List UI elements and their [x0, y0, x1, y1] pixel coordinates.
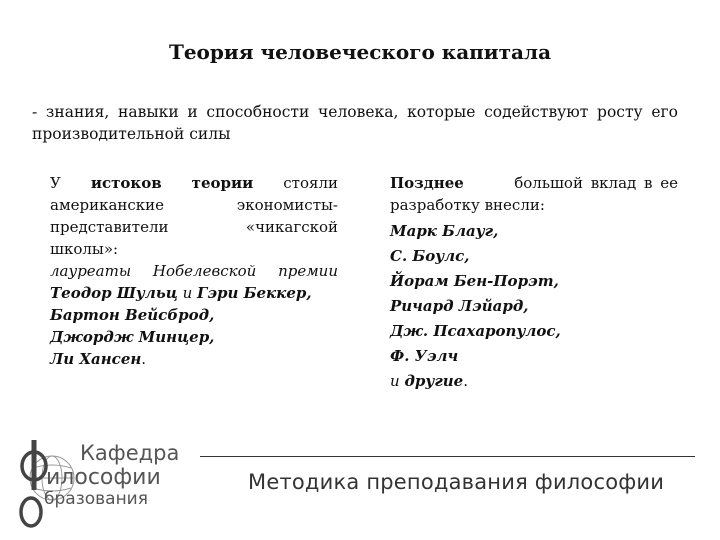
department-logo — [18, 438, 188, 528]
footer-divider — [200, 456, 695, 457]
name-mincer: Джордж Минцер, — [50, 328, 215, 346]
laureate-line-1 — [50, 282, 338, 304]
others-line — [390, 369, 678, 394]
left-word-istokov: истоков — [90, 174, 162, 192]
left-word-stoyali: стояли — [283, 174, 338, 192]
period: . — [141, 350, 147, 368]
contributor-blaug: Марк Блауг, — [390, 222, 499, 240]
omicron-letter-icon — [21, 498, 41, 526]
right-line-2: разработку внесли: — [390, 196, 545, 214]
right-line-1 — [390, 172, 678, 194]
logo-line-3: бразования — [44, 489, 148, 509]
footer-course-title: Методика преподавания философии — [248, 470, 665, 494]
left-line-1 — [50, 172, 338, 194]
contributor-bowles: С. Боулс, — [390, 247, 470, 265]
left-line-2: американские экономисты- — [50, 196, 338, 214]
name-weisbrod: Бартон Вейсброд, — [50, 306, 215, 324]
laureate-schultz: Теодор Шульц — [50, 284, 178, 302]
right-line-1-rest: большой вклад в ее — [514, 174, 678, 192]
left-word-teorii: теории — [191, 174, 254, 192]
right-column — [390, 172, 678, 394]
name-hansen: Ли Хансен — [50, 350, 142, 368]
contributor-ben-porath: Йорам Бен-Порэт, — [390, 272, 559, 290]
laureates-label: лауреаты Нобелевской премии — [50, 262, 338, 280]
contributor-welch: Ф. Уэлч — [390, 347, 459, 365]
period-right: . — [463, 372, 469, 390]
left-line-3: представители «чикагской — [50, 218, 338, 236]
definition-text: - знания, навыки и способности человека, которые содействуют росту его производительной силы — [32, 103, 678, 143]
name-hansen-line — [50, 348, 338, 370]
contributor-layard: Ричард Лэйард, — [390, 297, 529, 315]
laureate-becker: Гэри Беккер, — [197, 284, 312, 302]
logo-line-2: илософии — [46, 465, 161, 490]
logo-graphic — [18, 438, 188, 528]
logo-line-1: Кафедра — [80, 441, 180, 465]
conjunction-and: и — [182, 284, 193, 302]
right-word-pozdnee: Позднее — [390, 174, 464, 192]
left-line-4: школы»: — [50, 240, 119, 258]
left-column — [50, 172, 338, 370]
contributors-list — [390, 219, 678, 394]
contributor-psacharopoulos: Дж. Псахаропулос, — [390, 322, 561, 340]
others-text: другие — [404, 372, 464, 390]
slide-title: Теория человеческого капитала — [168, 40, 552, 64]
conjunction-and-right: и — [390, 372, 400, 390]
left-word-u: У — [50, 174, 61, 192]
